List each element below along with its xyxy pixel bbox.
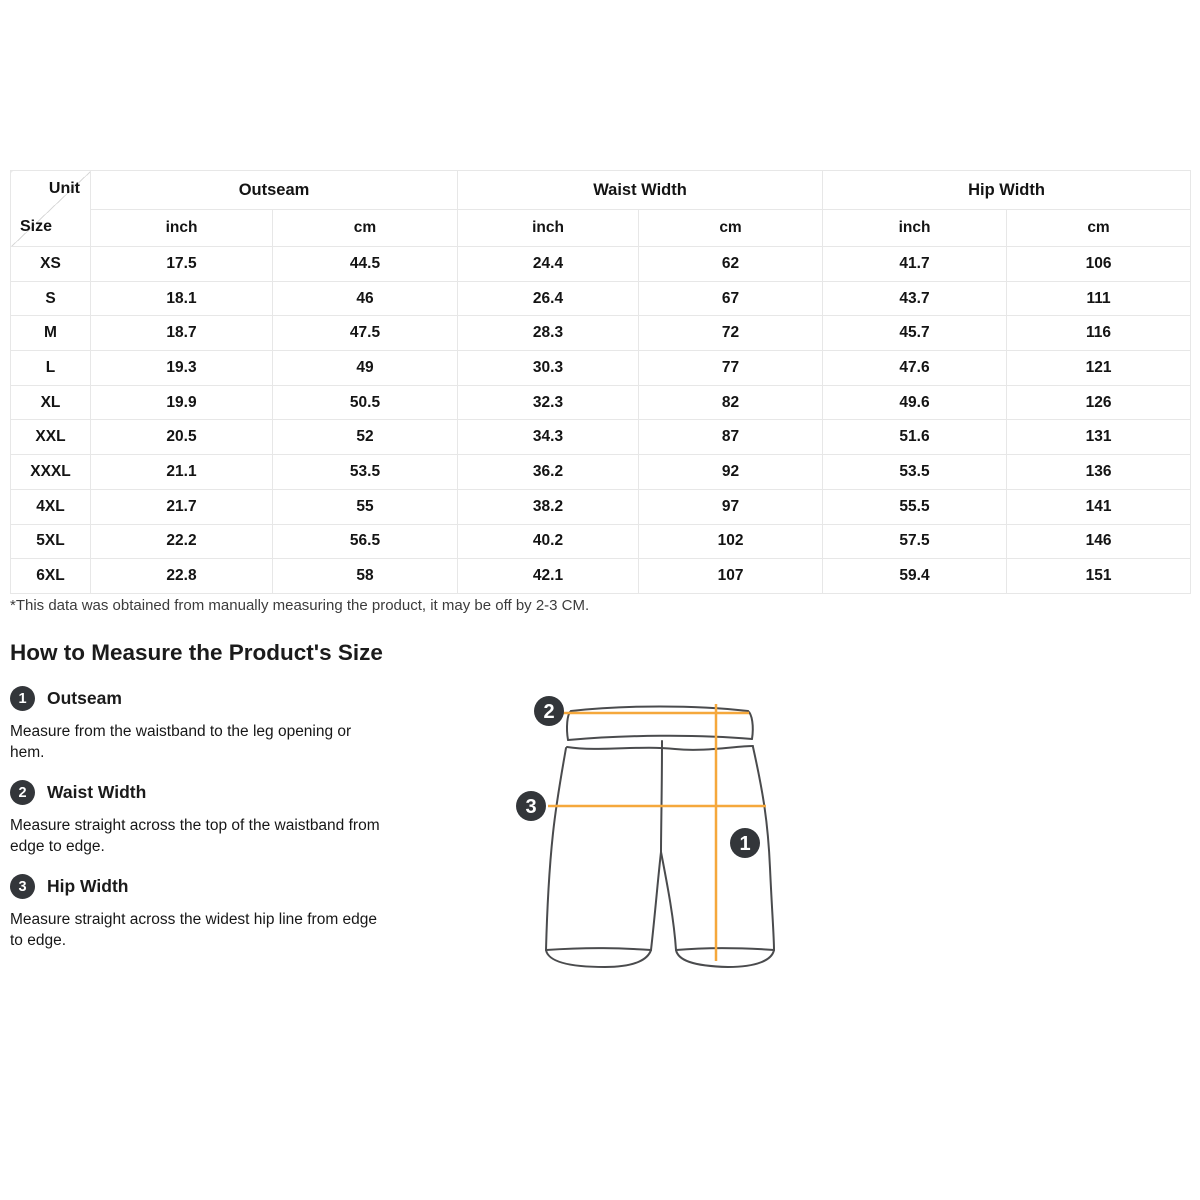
size-cell: 6XL [11, 559, 91, 594]
diagram-badge-waist [534, 696, 564, 726]
size-cell: 4XL [11, 489, 91, 524]
measure-item-label: Outseam [47, 688, 122, 708]
description-line: Measure straight across the top of the waistband from [10, 817, 380, 834]
description-line: to edge. [10, 931, 67, 949]
how-to-measure-title: How to Measure the Product's Size [10, 640, 383, 665]
value-cell: 26.4 [458, 281, 639, 316]
table-row [11, 489, 1191, 524]
table-row [11, 316, 1191, 351]
value-cell: 21.7 [91, 489, 273, 524]
value-cell: 52 [273, 420, 458, 455]
size-cell: XXL [11, 420, 91, 455]
measure-item-description [10, 910, 450, 951]
measure-item-waist-width [10, 780, 146, 805]
badge-2-icon: 2 [10, 780, 35, 805]
diagram-badge-hip [516, 791, 546, 821]
unit-header: cm [639, 210, 823, 247]
measure-item-description [10, 816, 450, 857]
value-cell: 131 [1007, 420, 1191, 455]
value-cell: 20.5 [91, 420, 273, 455]
table-row [11, 247, 1191, 282]
value-cell: 51.6 [823, 420, 1007, 455]
value-cell: 55 [273, 489, 458, 524]
value-cell: 42.1 [458, 559, 639, 594]
value-cell: 22.2 [91, 524, 273, 559]
unit-header: inch [458, 210, 639, 247]
corner-unit-label: Unit [48, 180, 80, 197]
value-cell: 47.5 [273, 316, 458, 351]
value-cell: 53.5 [823, 455, 1007, 490]
size-cell: S [11, 281, 91, 316]
value-cell: 50.5 [273, 385, 458, 420]
table-row [11, 385, 1191, 420]
size-cell: L [11, 351, 91, 386]
value-cell: 92 [639, 455, 823, 490]
measure-item-label: Hip Width [47, 876, 129, 896]
group-header-outseam: Outseam [91, 171, 458, 210]
table-row [11, 281, 1191, 316]
table-group-header-row [11, 171, 1191, 210]
measure-item-outseam [10, 686, 122, 711]
value-cell: 136 [1007, 455, 1191, 490]
value-cell: 18.7 [91, 316, 273, 351]
value-cell: 46 [273, 281, 458, 316]
unit-header: cm [273, 210, 458, 247]
value-cell: 82 [639, 385, 823, 420]
badge-1-icon: 1 [739, 833, 751, 855]
value-cell: 49.6 [823, 385, 1007, 420]
size-cell: 5XL [11, 524, 91, 559]
measure-item-hip-width [10, 874, 128, 899]
unit-header: cm [1007, 210, 1191, 247]
size-cell: XL [11, 385, 91, 420]
table-unit-header-row [11, 210, 1191, 247]
value-cell: 21.1 [91, 455, 273, 490]
value-cell: 24.4 [458, 247, 639, 282]
table-row [11, 420, 1191, 455]
description-line: Measure straight across the widest hip line from edge [10, 911, 378, 928]
value-cell: 19.9 [91, 385, 273, 420]
value-cell: 59.4 [823, 559, 1007, 594]
shorts-measurement-diagram [498, 683, 832, 997]
description-line: Measure from the waistband to the leg opening or [10, 723, 352, 740]
value-cell: 58 [273, 559, 458, 594]
badge-3-icon: 3 [525, 796, 537, 818]
size-cell: XS [11, 247, 91, 282]
value-cell: 45.7 [823, 316, 1007, 351]
table-row [11, 559, 1191, 594]
value-cell: 77 [639, 351, 823, 386]
value-cell: 28.3 [458, 316, 639, 351]
value-cell: 55.5 [823, 489, 1007, 524]
value-cell: 38.2 [458, 489, 639, 524]
table-row [11, 455, 1191, 490]
value-cell: 111 [1007, 281, 1191, 316]
value-cell: 106 [1007, 247, 1191, 282]
unit-size-corner-cell [11, 171, 91, 247]
value-cell: 44.5 [273, 247, 458, 282]
value-cell: 121 [1007, 351, 1191, 386]
value-cell: 151 [1007, 559, 1191, 594]
value-cell: 49 [273, 351, 458, 386]
value-cell: 102 [639, 524, 823, 559]
value-cell: 32.3 [458, 385, 639, 420]
description-line: edge to edge. [10, 837, 105, 855]
value-cell: 72 [639, 316, 823, 351]
value-cell: 30.3 [458, 351, 639, 386]
table-row [11, 351, 1191, 386]
unit-header: inch [823, 210, 1007, 247]
value-cell: 47.6 [823, 351, 1007, 386]
value-cell: 56.5 [273, 524, 458, 559]
value-cell: 62 [639, 247, 823, 282]
measure-item-description [10, 722, 450, 763]
value-cell: 57.5 [823, 524, 1007, 559]
value-cell: 43.7 [823, 281, 1007, 316]
badge-3-icon: 3 [10, 874, 35, 899]
value-cell: 17.5 [91, 247, 273, 282]
value-cell: 19.3 [91, 351, 273, 386]
value-cell: 107 [639, 559, 823, 594]
measure-item-label: Waist Width [47, 782, 147, 802]
value-cell: 53.5 [273, 455, 458, 490]
value-cell: 67 [639, 281, 823, 316]
badge-2-icon: 2 [543, 701, 555, 723]
size-cell: XXXL [11, 455, 91, 490]
value-cell: 87 [639, 420, 823, 455]
value-cell: 126 [1007, 385, 1191, 420]
size-cell: M [11, 316, 91, 351]
value-cell: 146 [1007, 524, 1191, 559]
corner-size-label: Size [20, 218, 53, 235]
group-header-hip-width: Hip Width [823, 171, 1191, 210]
unit-header: inch [91, 210, 273, 247]
value-cell: 34.3 [458, 420, 639, 455]
value-cell: 36.2 [458, 455, 639, 490]
table-row [11, 524, 1191, 559]
measurement-disclaimer: *This data was obtained from manually measuring the product, it may be off by 2-3 CM. [10, 597, 590, 614]
diagram-badge-outseam [730, 828, 760, 858]
value-cell: 22.8 [91, 559, 273, 594]
value-cell: 97 [639, 489, 823, 524]
description-line: hem. [10, 743, 45, 761]
value-cell: 41.7 [823, 247, 1007, 282]
value-cell: 18.1 [91, 281, 273, 316]
size-chart-table [10, 170, 1191, 594]
value-cell: 141 [1007, 489, 1191, 524]
value-cell: 40.2 [458, 524, 639, 559]
badge-1-icon: 1 [10, 686, 35, 711]
value-cell: 116 [1007, 316, 1191, 351]
group-header-waist-width: Waist Width [458, 171, 823, 210]
